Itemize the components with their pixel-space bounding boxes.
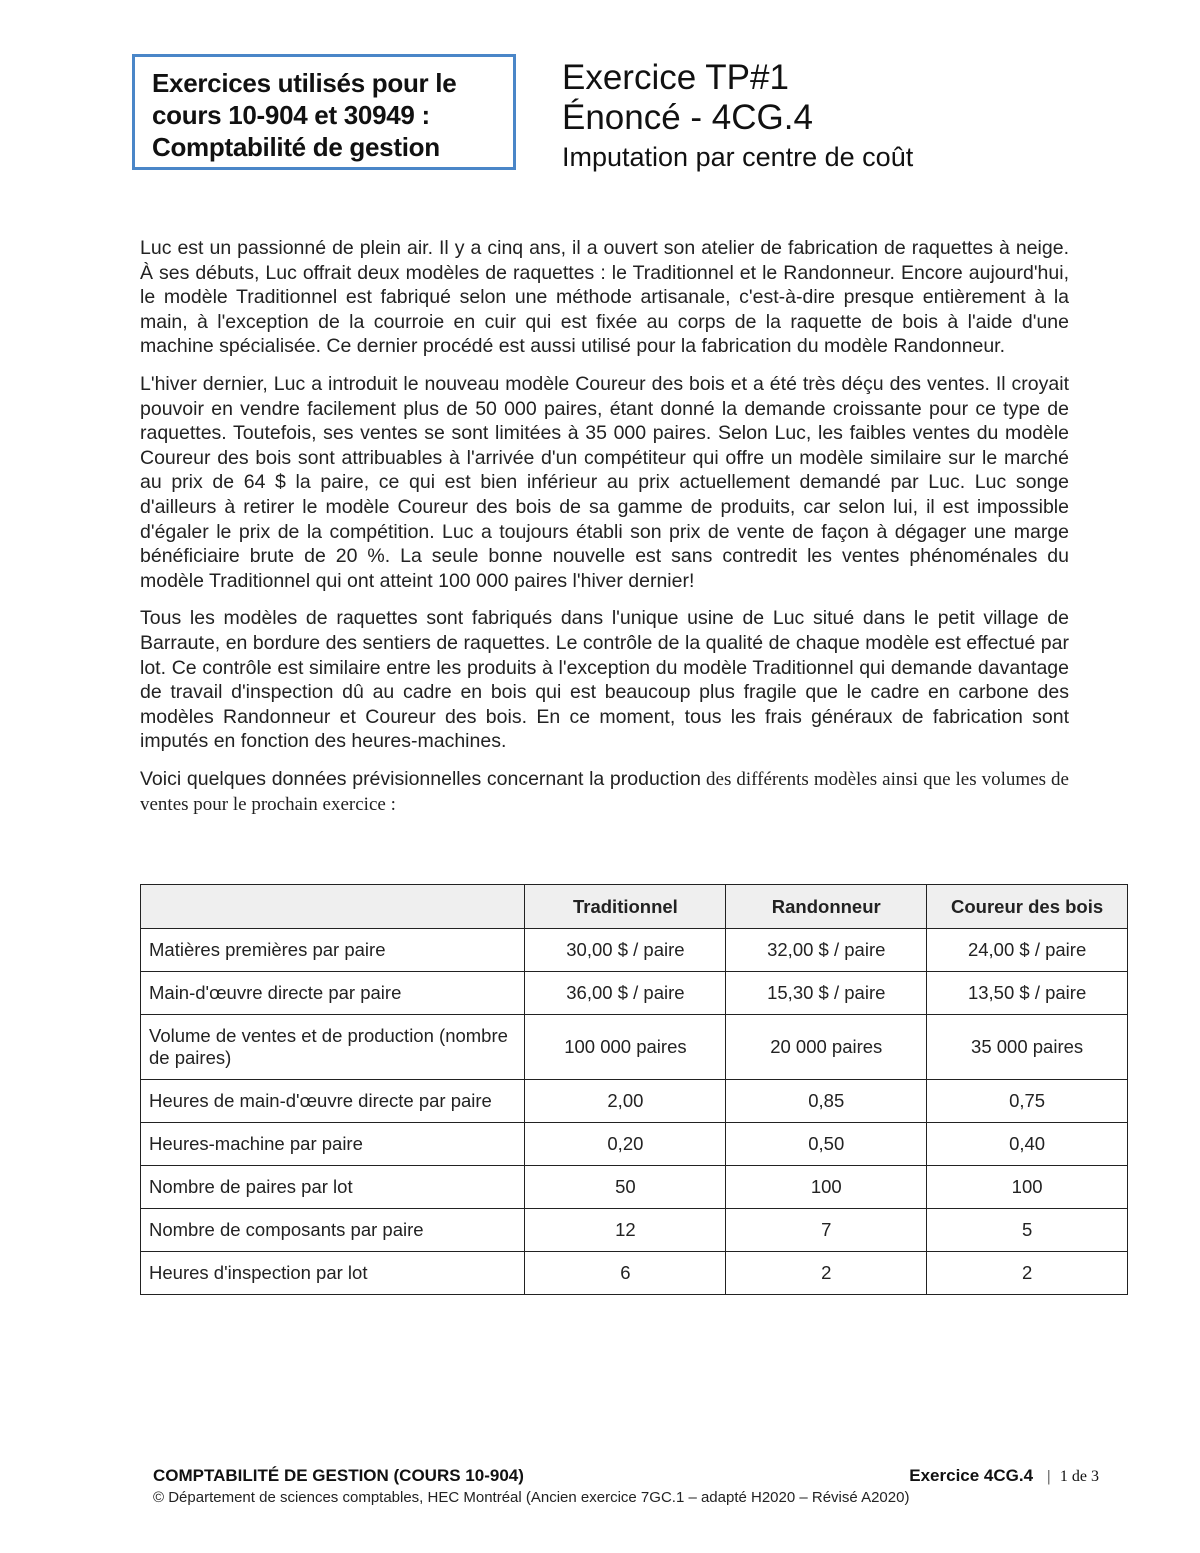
- table-cell: 24,00 $ / paire: [927, 929, 1128, 972]
- intro-text: Voici quelques données prévisionnelles concernant la production: [140, 767, 701, 790]
- table-cell: 100: [726, 1166, 927, 1209]
- row-label: Nombre de composants par paire: [141, 1209, 525, 1252]
- table-cell: 32,00 $ / paire: [726, 929, 927, 972]
- table-cell: 20 000 paires: [726, 1015, 927, 1080]
- page-footer: [153, 1466, 1099, 1506]
- table-cell: 6: [525, 1252, 726, 1295]
- table-row: [141, 1252, 1128, 1295]
- row-label: Heures de main-d'œuvre directe par paire: [141, 1080, 525, 1123]
- table-cell: 0,85: [726, 1080, 927, 1123]
- table-row: [141, 1123, 1128, 1166]
- table-row: [141, 1080, 1128, 1123]
- forecast-table: [140, 884, 1128, 1295]
- table-header-cell: Coureur des bois: [927, 885, 1128, 929]
- footer-copyright: © Département de sciences comptables, HEC Montréal (Ancien exercice 7GC.1 – adapté H2020 – Révisé A2020): [153, 1489, 910, 1506]
- table-cell: 2: [927, 1252, 1128, 1295]
- footer-exercise: Exercice 4CG.4: [909, 1466, 1034, 1485]
- footer-separator: |: [1047, 1468, 1051, 1485]
- course-info-box: [132, 54, 516, 170]
- paragraph: L'hiver dernier, Luc a introduit le nouveau modèle Coureur des bois et a été très déçu des ventes. Il croyait pouvoir en vendre facilement plus de 50 000 paires, étant donné la demande croissante pour ce type de raquettes. Toutefois, ses ventes se sont limitées à 35 000 paires. Selon Luc, les faibles ventes du modèle Coureur des bois sont attribuables à l'arrivée d'un compétiteur qui offre un modèle similaire sur le marché au prix de 64 $ la paire, ce qui est bien inférieur au prix actuellement demandé par Luc. Luc songe d'ailleurs à retirer le modèle Coureur des bois de sa gamme de produits, car selon lui, il est impossible d'égaler le prix de la compétition. Luc a toujours établi son prix de vente de façon à dégager une marge bénéficiaire brute de 20 %. La seule bonne nouvelle est sans contredit les ventes phénoménales du modèle Traditionnel qui ont atteint 100 000 paires l'hiver dernier!: [140, 372, 1069, 592]
- table-header-cell: Traditionnel: [525, 885, 726, 929]
- row-label: Matières premières par paire: [141, 929, 525, 972]
- exercise-title: Exercice TP#1: [562, 58, 789, 97]
- statement-title: Énoncé - 4CG.4: [562, 98, 813, 137]
- table-cell: 0,20: [525, 1123, 726, 1166]
- course-box-line: Comptabilité de gestion: [152, 132, 440, 162]
- table-row: [141, 1166, 1128, 1209]
- row-label: Heures-machine par paire: [141, 1123, 525, 1166]
- table-cell: 12: [525, 1209, 726, 1252]
- table-cell: 2: [726, 1252, 927, 1295]
- table-cell: 30,00 $ / paire: [525, 929, 726, 972]
- table-row: [141, 929, 1128, 972]
- table-cell: 36,00 $ / paire: [525, 972, 726, 1015]
- table-cell: 2,00: [525, 1080, 726, 1123]
- title-block: [562, 58, 913, 175]
- table-row: [141, 1209, 1128, 1252]
- table-header-row: [141, 885, 1128, 929]
- paragraph: Luc est un passionné de plein air. Il y a cinq ans, il a ouvert son atelier de fabrication de raquettes à neige. À ses débuts, Luc offrait deux modèles de raquettes : le Traditionnel et le Randonneur. Encore aujourd'hui, le modèle Traditionnel est fabriqué selon une méthode artisanale, c'est-à-dire presque entièrement à la main, à l'exception de la courroie en cuir qui est fixée au corps de la raquette de bois à l'aide d'une machine spécialisée. Ce dernier procédé est aussi utilisé pour la fabrication du modèle Randonneur.: [140, 237, 1069, 358]
- table-header-cell: [141, 885, 525, 929]
- row-label: Heures d'inspection par lot: [141, 1252, 525, 1295]
- table-header-cell: Randonneur: [726, 885, 927, 929]
- table-cell: 100: [927, 1166, 1128, 1209]
- page-number: 1 de 3: [1059, 1468, 1099, 1485]
- table-row: [141, 972, 1128, 1015]
- table-row: [141, 1015, 1128, 1080]
- table-cell: 50: [525, 1166, 726, 1209]
- course-box-line: Exercices utilisés pour le: [152, 68, 457, 98]
- table-cell: 13,50 $ / paire: [927, 972, 1128, 1015]
- table-cell: 15,30 $ / paire: [726, 972, 927, 1015]
- body-text: [140, 236, 1069, 831]
- footer-right: [909, 1466, 1099, 1486]
- row-label: Nombre de paires par lot: [141, 1166, 525, 1209]
- intro-text-tail: des différents modèles ainsi que les volumes de ventes pour le prochain exercice :: [140, 768, 1069, 816]
- table-cell: 100 000 paires: [525, 1015, 726, 1080]
- row-label: Volume de ventes et de production (nombre de paires): [141, 1015, 525, 1080]
- table-cell: 5: [927, 1209, 1128, 1252]
- footer-course: COMPTABILITÉ DE GESTION (COURS 10-904): [153, 1466, 524, 1485]
- table-cell: 0,75: [927, 1080, 1128, 1123]
- subtitle: Imputation par centre de coût: [562, 142, 914, 172]
- paragraph: Tous les modèles de raquettes sont fabriqués dans l'unique usine de Luc situé dans le petit village de Barraute, en bordure des sentiers de raquettes. Le contrôle de la qualité de chaque modèle est effectué par lot. Ce contrôle est similaire entre les produits à l'exception du modèle Traditionnel qui demande davantage de travail d'inspection dû au cadre en bois qui est beaucoup plus fragile que le cadre en carbone des modèles Randonneur et Coureur des bois. En ce moment, tous les frais généraux de fabrication sont imputés en fonction des heures-machines.: [140, 607, 1069, 753]
- table-cell: 0,40: [927, 1123, 1128, 1166]
- table-cell: 35 000 paires: [927, 1015, 1128, 1080]
- row-label: Main-d'œuvre directe par paire: [141, 972, 525, 1015]
- course-box-line: cours 10-904 et 30949 :: [152, 100, 430, 130]
- table-cell: 0,50: [726, 1123, 927, 1166]
- footer-line: [153, 1466, 1099, 1488]
- table-cell: 7: [726, 1209, 927, 1252]
- paragraph-intro-table: [140, 767, 1069, 818]
